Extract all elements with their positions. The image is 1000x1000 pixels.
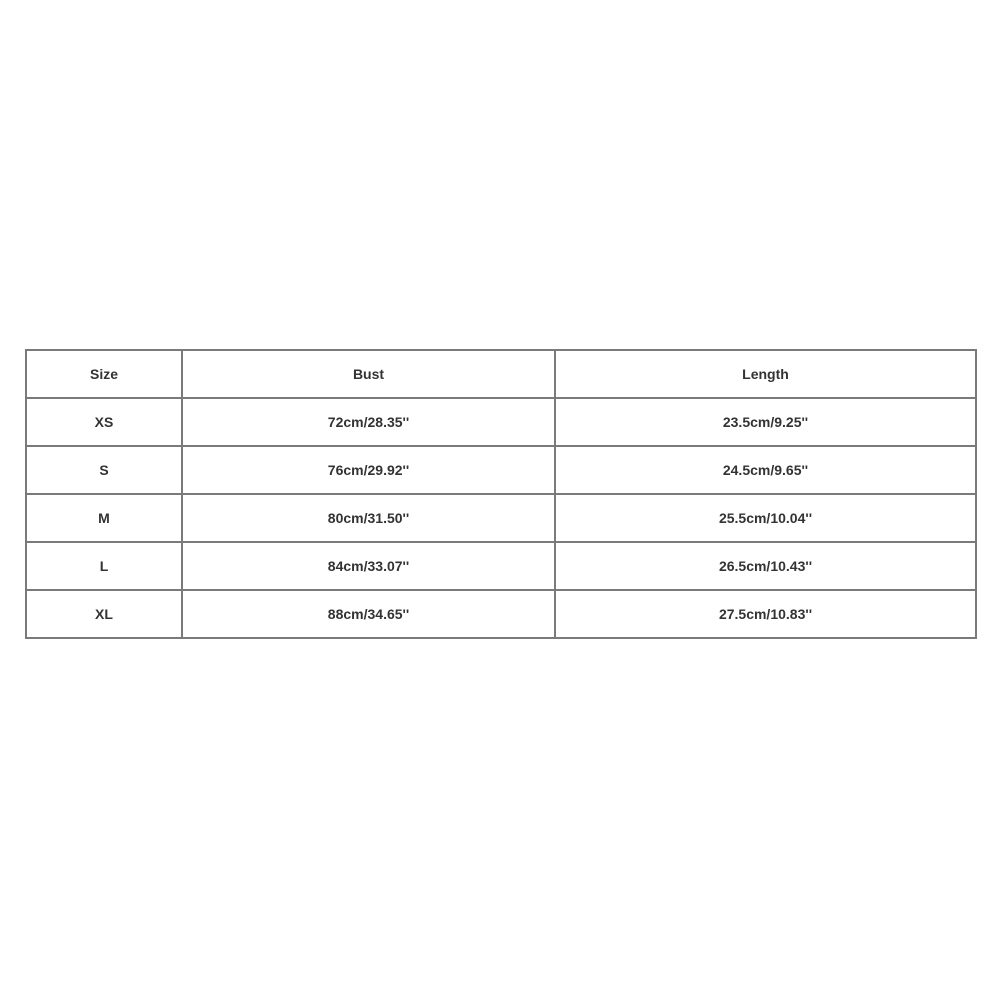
size-cell: M bbox=[26, 494, 182, 542]
length-cell: 23.5cm/9.25'' bbox=[555, 398, 976, 446]
size-cell: XL bbox=[26, 590, 182, 638]
table-row bbox=[26, 590, 976, 638]
table-row bbox=[26, 446, 976, 494]
header-length: Length bbox=[555, 350, 976, 398]
length-cell: 27.5cm/10.83'' bbox=[555, 590, 976, 638]
table-row bbox=[26, 494, 976, 542]
size-cell: L bbox=[26, 542, 182, 590]
size-cell: S bbox=[26, 446, 182, 494]
header-bust: Bust bbox=[182, 350, 555, 398]
length-cell: 26.5cm/10.43'' bbox=[555, 542, 976, 590]
bust-cell: 80cm/31.50'' bbox=[182, 494, 555, 542]
table-header-row bbox=[26, 350, 976, 398]
size-chart-table bbox=[25, 349, 977, 639]
header-size: Size bbox=[26, 350, 182, 398]
length-cell: 24.5cm/9.65'' bbox=[555, 446, 976, 494]
bust-cell: 76cm/29.92'' bbox=[182, 446, 555, 494]
bust-cell: 84cm/33.07'' bbox=[182, 542, 555, 590]
table-row bbox=[26, 542, 976, 590]
bust-cell: 88cm/34.65'' bbox=[182, 590, 555, 638]
table-row bbox=[26, 398, 976, 446]
size-cell: XS bbox=[26, 398, 182, 446]
length-cell: 25.5cm/10.04'' bbox=[555, 494, 976, 542]
bust-cell: 72cm/28.35'' bbox=[182, 398, 555, 446]
